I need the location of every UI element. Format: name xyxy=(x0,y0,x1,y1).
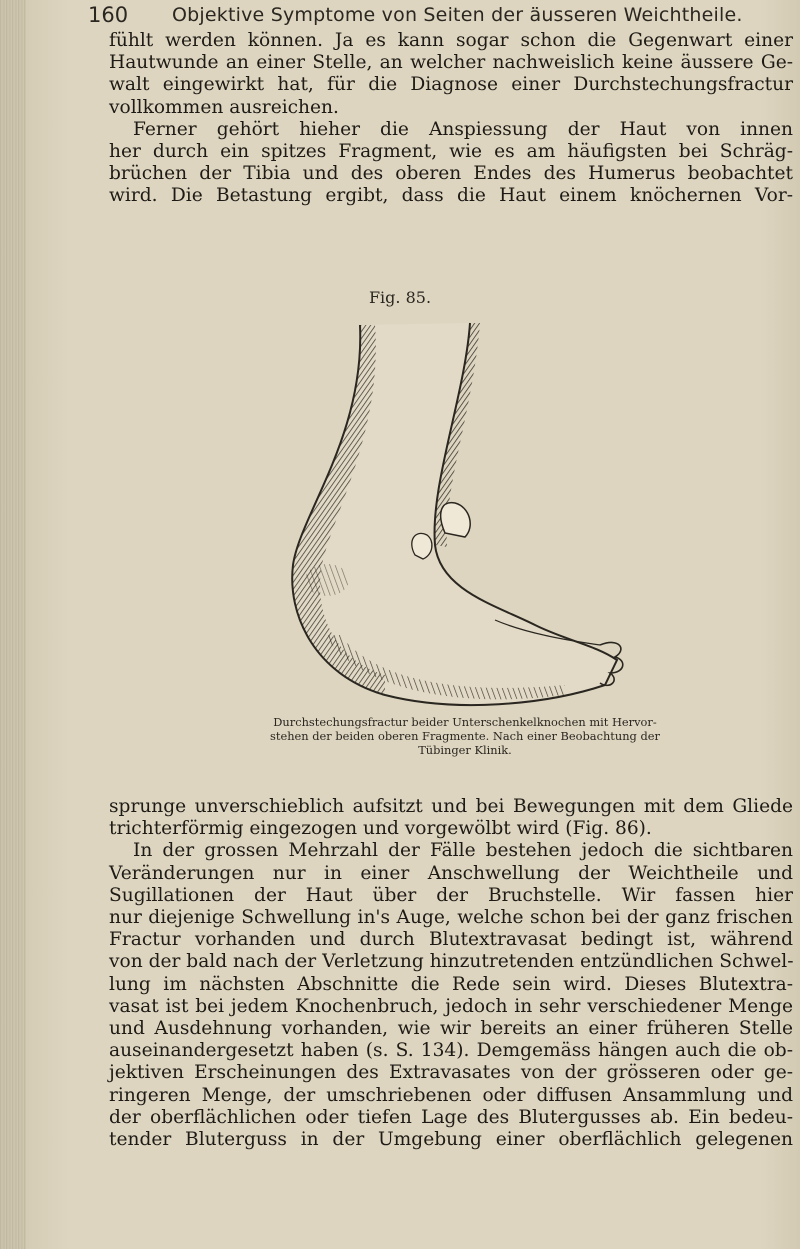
text-line: tender Bluterguss in der Umgebung einer oberflächlich gelegenen xyxy=(109,1129,793,1151)
text-line: In der grossen Mehrzahl der Fälle bestehen jedoch die sichtbaren xyxy=(133,840,793,862)
paragraph-bottom xyxy=(109,796,793,1151)
text-line: Veränderungen nur in einer Anschwellung der Weichtheile und xyxy=(109,862,793,884)
text-line: brüchen der Tibia und des oberen Endes des Humerus beobachtet xyxy=(109,163,793,185)
text-line: sprunge unverschieblich aufsitzt und bei Bewegungen mit dem Gliede xyxy=(109,796,793,817)
figure-caption xyxy=(210,715,720,757)
caption-line: Durchstechungsfractur beider Unterschenkelknochen mit Hervor- xyxy=(273,715,657,729)
text-line: und Ausdehnung vorhanden, wie wir bereits an einer früheren Stelle xyxy=(109,1018,793,1040)
text-line: trichterförmig eingezogen und vorgewölbt wird (Fig. 86). xyxy=(109,818,652,840)
text-line: ringeren Menge, der umschriebenen oder diffusen Ansammlung und xyxy=(109,1084,793,1106)
text-line: Sugillationen der Haut über der Bruchstelle. Wir fassen hier xyxy=(109,884,793,906)
text-line: jektiven Erscheinungen des Extravasates von der grösseren oder ge- xyxy=(109,1062,793,1084)
text-line: auseinandergesetzt haben (s. S. 134). Demgemäss hängen auch die ob- xyxy=(109,1040,793,1062)
text-line: her durch ein spitzes Fragment, wie es am häufigsten bei Schräg- xyxy=(109,141,793,163)
running-title: Objektive Symptome von Seiten der äusseren Weichtheile. xyxy=(172,4,743,26)
text-line: wird. Die Betastung ergibt, dass die Haut einem knöchernen Vor- xyxy=(109,185,793,207)
text-line: fühlt werden können. Ja es kann sogar schon die Gegenwart einer xyxy=(109,30,793,51)
text-line: vollkommen ausreichen. xyxy=(109,96,339,118)
text-line: Fractur vorhanden und durch Blutextravasat bedingt ist, während xyxy=(109,929,793,951)
page-number: 160 xyxy=(88,3,129,27)
text-line: lung im nächsten Abschnitte die Rede sein wird. Dieses Blutextra- xyxy=(109,973,793,995)
figure-label: Fig. 85. xyxy=(368,288,432,307)
text-line: von der bald nach der Verletzung hinzutretenden entzündlichen Schwel- xyxy=(109,951,794,973)
bone-fragment-fibula xyxy=(412,533,432,559)
caption-line: Tübinger Klinik. xyxy=(418,743,512,757)
figure-illustration xyxy=(265,315,635,755)
text-line: Hautwunde an einer Stelle, an welcher nachweislich keine äussere Ge- xyxy=(109,52,793,74)
text-line: nur diejenige Schwellung in's Auge, welche schon bei der ganz frischen xyxy=(109,907,793,929)
text-line: walt eingewirkt hat, für die Diagnose einer Durchstechungsfractur xyxy=(109,74,793,96)
running-header xyxy=(88,0,778,34)
paragraph-top xyxy=(109,30,793,208)
text-line: der oberflächlichen oder tiefen Lage des Blutergusses ab. Ein bedeu- xyxy=(109,1106,793,1128)
bone-fragment-tibia xyxy=(441,503,471,537)
caption-line: stehen der beiden oberen Fragmente. Nach einer Beobachtung der xyxy=(270,729,660,743)
text-line: Ferner gehört hieher die Anspiessung der Haut von innen xyxy=(133,118,793,140)
text-line: vasat ist bei jedem Knochenbruch, jedoch in sehr verschiedener Menge xyxy=(109,995,793,1017)
book-spine-edge xyxy=(0,0,26,1249)
